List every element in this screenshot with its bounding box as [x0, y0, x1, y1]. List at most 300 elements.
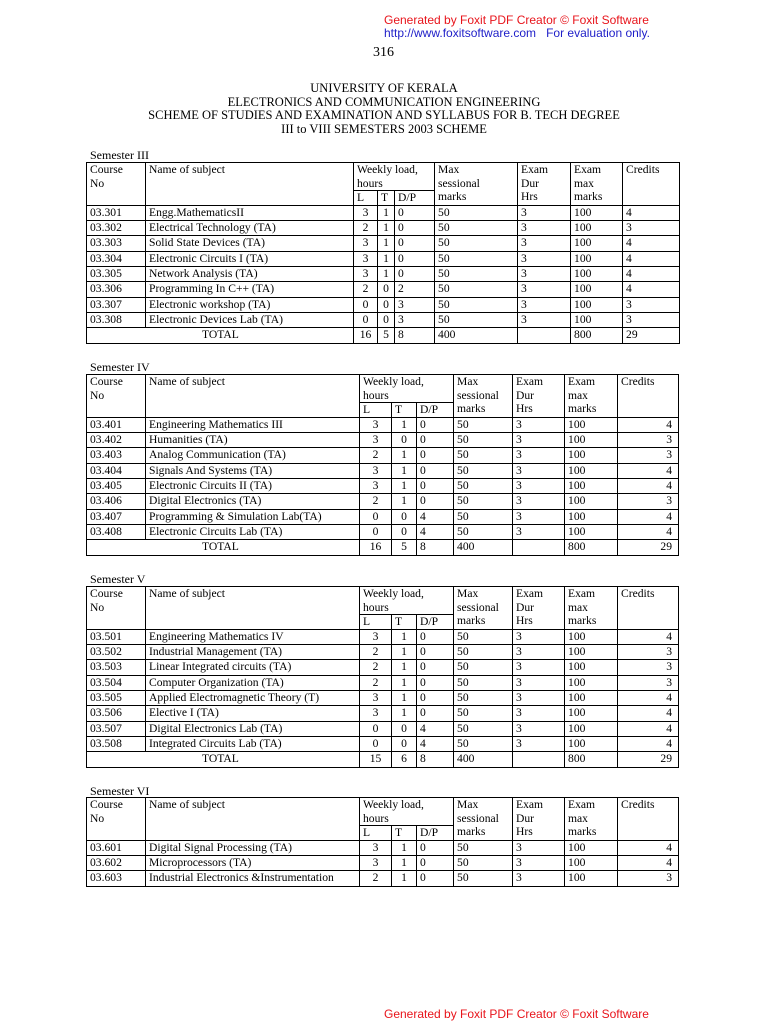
total-label-cell: TOTAL — [87, 752, 360, 767]
credits-cell: 4 — [623, 282, 680, 297]
total-row — [87, 328, 680, 343]
tutorial-hours-cell: 1 — [392, 645, 417, 660]
credits-cell: 3 — [623, 312, 680, 327]
tutorial-hours-cell: 1 — [378, 267, 395, 282]
header-exam-duration — [513, 587, 565, 630]
header-line: max — [568, 388, 588, 402]
max-sessional-cell: 50 — [435, 205, 518, 220]
subject-name-cell: Solid State Devices (TA) — [146, 236, 354, 251]
lecture-hours-cell: 3 — [360, 840, 392, 855]
exam-max-marks-cell: 100 — [565, 691, 618, 706]
header-line: No — [90, 600, 105, 614]
exam-max-marks-cell: 100 — [565, 840, 618, 855]
foxit-watermark-line: Generated by Foxit PDF Creator © Foxit Software — [384, 13, 649, 27]
exam-duration-cell: 3 — [513, 509, 565, 524]
header-line: max — [568, 600, 588, 614]
credits-cell: 4 — [623, 267, 680, 282]
max-sessional-cell: 50 — [454, 494, 513, 509]
max-sessional-cell: 50 — [454, 675, 513, 690]
lecture-hours-cell: 2 — [360, 494, 392, 509]
subject-name-cell: Electrical Technology (TA) — [146, 221, 354, 236]
table-row — [87, 629, 679, 644]
table-row — [87, 645, 679, 660]
table-row — [87, 251, 680, 266]
course-no-cell: 03.503 — [87, 660, 146, 675]
exam-max-marks-cell: 100 — [571, 312, 623, 327]
dp-hours-cell: 0 — [417, 660, 454, 675]
semester-label: Semester III — [90, 148, 149, 162]
foxit-watermark-top — [384, 14, 674, 40]
max-sessional-cell: 50 — [454, 856, 513, 871]
course-no-cell: 03.408 — [87, 524, 146, 539]
lecture-hours-cell: 3 — [354, 267, 378, 282]
exam-max-marks-cell: 100 — [565, 448, 618, 463]
dp-hours-cell: 0 — [395, 267, 435, 282]
table-row — [87, 479, 679, 494]
dp-hours-cell: 0 — [417, 645, 454, 660]
credits-cell: 3 — [618, 433, 679, 448]
total-max-sessional-cell: 400 — [435, 328, 518, 343]
max-sessional-cell: 50 — [435, 297, 518, 312]
exam-max-marks-cell: 100 — [565, 736, 618, 751]
tutorial-hours-cell: 1 — [392, 448, 417, 463]
credits-cell: 3 — [618, 645, 679, 660]
total-credits-cell: 29 — [618, 752, 679, 767]
subject-name-cell: Computer Organization (TA) — [146, 675, 360, 690]
header-tutorial: T — [392, 826, 417, 841]
foxit-watermark-url-line — [384, 27, 674, 40]
exam-max-marks-cell: 100 — [565, 871, 618, 886]
tutorial-hours-cell: 0 — [392, 736, 417, 751]
exam-duration-cell: 3 — [513, 871, 565, 886]
max-sessional-cell: 50 — [454, 660, 513, 675]
max-sessional-cell: 50 — [454, 417, 513, 432]
header-line: max — [574, 176, 594, 190]
header-line: max — [568, 811, 588, 825]
lecture-hours-cell: 0 — [360, 736, 392, 751]
header-scheme-title: SCHEME OF STUDIES AND EXAMINATION AND SYLLABUS FOR B. TECH DEGREE — [148, 108, 620, 123]
dp-hours-cell: 0 — [395, 236, 435, 251]
credits-cell: 4 — [618, 479, 679, 494]
tutorial-hours-cell: 0 — [378, 282, 395, 297]
max-sessional-cell: 50 — [435, 267, 518, 282]
header-line: Weekly load, — [363, 798, 424, 811]
table-row — [87, 312, 680, 327]
lecture-hours-cell: 3 — [354, 251, 378, 266]
header-line: sessional — [438, 176, 480, 190]
table-header-row — [87, 798, 679, 826]
exam-duration-cell: 3 — [513, 736, 565, 751]
subject-name-cell: Elective I (TA) — [146, 706, 360, 721]
course-no-cell: 03.301 — [87, 205, 146, 220]
header-line: marks — [438, 190, 467, 203]
table-row — [87, 297, 680, 312]
exam-max-marks-cell: 100 — [571, 221, 623, 236]
header-dp: D/P — [395, 191, 435, 206]
header-line: Exam — [516, 375, 544, 388]
exam-max-marks-cell: 100 — [565, 629, 618, 644]
header-exam-max-marks — [565, 798, 618, 841]
header-course-no — [87, 163, 146, 206]
header-line: Exam — [568, 587, 596, 600]
subject-name-cell: Linear Integrated circuits (TA) — [146, 660, 360, 675]
credits-cell: 4 — [618, 417, 679, 432]
header-line: Exam — [516, 587, 544, 600]
dp-hours-cell: 0 — [417, 856, 454, 871]
total-lecture-hours-cell: 16 — [354, 328, 378, 343]
header-max-sessional — [454, 798, 513, 841]
tutorial-hours-cell: 0 — [378, 312, 395, 327]
subject-name-cell: Digital Electronics Lab (TA) — [146, 721, 360, 736]
header-weekly-load — [360, 587, 454, 615]
table-row — [87, 706, 679, 721]
header-weekly-load — [360, 798, 454, 826]
exam-duration-cell: 3 — [513, 840, 565, 855]
exam-duration-cell: 3 — [518, 251, 571, 266]
max-sessional-cell: 50 — [454, 691, 513, 706]
max-sessional-cell: 50 — [454, 463, 513, 478]
header-line: Dur — [516, 600, 535, 614]
exam-max-marks-cell: 100 — [565, 660, 618, 675]
header-semesters: III to VIII SEMESTERS 2003 SCHEME — [281, 121, 487, 136]
subject-name-cell: Engineering Mathematics III — [146, 417, 360, 432]
total-lecture-hours-cell: 15 — [360, 752, 392, 767]
exam-max-marks-cell: 100 — [571, 205, 623, 220]
table-row — [87, 494, 679, 509]
max-sessional-cell: 50 — [435, 221, 518, 236]
tutorial-hours-cell: 1 — [378, 205, 395, 220]
header-line: marks — [568, 614, 597, 627]
tutorial-hours-cell: 0 — [392, 509, 417, 524]
exam-max-marks-cell: 100 — [565, 479, 618, 494]
max-sessional-cell: 50 — [454, 479, 513, 494]
dp-hours-cell: 4 — [417, 509, 454, 524]
lecture-hours-cell: 2 — [360, 675, 392, 690]
header-credits: Credits — [623, 163, 680, 206]
header-line: Exam — [516, 798, 544, 811]
semester-table — [86, 586, 679, 768]
dp-hours-cell: 0 — [417, 629, 454, 644]
lecture-hours-cell: 3 — [354, 236, 378, 251]
table-header-row — [87, 587, 679, 615]
lecture-hours-cell: 2 — [360, 645, 392, 660]
table-row — [87, 282, 680, 297]
subject-name-cell: Electronic Circuits II (TA) — [146, 479, 360, 494]
credits-cell: 3 — [623, 221, 680, 236]
exam-duration-cell: 3 — [513, 691, 565, 706]
header-line: Hrs — [516, 402, 533, 415]
max-sessional-cell: 50 — [454, 645, 513, 660]
exam-duration-cell: 3 — [513, 645, 565, 660]
credits-cell: 4 — [618, 721, 679, 736]
course-no-cell: 03.302 — [87, 221, 146, 236]
exam-max-marks-cell: 100 — [565, 494, 618, 509]
max-sessional-cell: 50 — [454, 509, 513, 524]
semester-label: Semester IV — [90, 360, 150, 374]
exam-max-marks-cell: 100 — [565, 433, 618, 448]
lecture-hours-cell: 0 — [354, 297, 378, 312]
exam-max-marks-cell: 100 — [565, 645, 618, 660]
tutorial-hours-cell: 0 — [392, 524, 417, 539]
dp-hours-cell: 4 — [417, 736, 454, 751]
header-max-sessional — [435, 163, 518, 206]
header-tutorial: T — [392, 615, 417, 630]
header-line: Max — [457, 375, 479, 388]
header-tutorial: T — [378, 191, 395, 206]
exam-duration-cell: 3 — [513, 524, 565, 539]
header-dp: D/P — [417, 826, 454, 841]
header-line: Dur — [521, 176, 540, 190]
subject-name-cell: Industrial Electronics &Instrumentation — [146, 871, 360, 886]
course-no-cell: 03.504 — [87, 675, 146, 690]
header-line: Course — [90, 163, 123, 176]
dp-hours-cell: 0 — [417, 706, 454, 721]
max-sessional-cell: 50 — [454, 524, 513, 539]
total-label-cell: TOTAL — [87, 540, 360, 555]
tutorial-hours-cell: 1 — [392, 675, 417, 690]
max-sessional-cell: 50 — [454, 736, 513, 751]
header-weekly-load — [354, 163, 435, 191]
header-line: Max — [438, 163, 460, 176]
header-line: sessional — [457, 388, 499, 402]
course-no-cell: 03.505 — [87, 691, 146, 706]
tutorial-hours-cell: 1 — [378, 236, 395, 251]
header-line: marks — [457, 825, 486, 838]
table-header-row — [87, 375, 679, 403]
max-sessional-cell: 50 — [454, 629, 513, 644]
subject-name-cell: Electronic workshop (TA) — [146, 297, 354, 312]
max-sessional-cell: 50 — [435, 251, 518, 266]
total-row — [87, 540, 679, 555]
exam-max-marks-cell: 100 — [571, 251, 623, 266]
foxit-url-link[interactable]: http://www.foxitsoftware.com — [384, 26, 537, 40]
subject-name-cell: Electronic Circuits Lab (TA) — [146, 524, 360, 539]
tutorial-hours-cell: 0 — [378, 297, 395, 312]
exam-max-marks-cell: 100 — [565, 721, 618, 736]
exam-max-marks-cell: 100 — [565, 675, 618, 690]
exam-max-marks-cell: 100 — [571, 282, 623, 297]
foxit-watermark-line: Generated by Foxit PDF Creator © Foxit Software — [384, 1007, 649, 1021]
header-exam-duration — [513, 798, 565, 841]
subject-name-cell: Engg.MathematicsII — [146, 205, 354, 220]
header-line: Hrs — [521, 190, 538, 203]
exam-max-marks-cell: 100 — [565, 509, 618, 524]
exam-duration-cell: 3 — [513, 706, 565, 721]
header-line: marks — [457, 402, 486, 415]
dp-hours-cell: 4 — [417, 721, 454, 736]
course-no-cell: 03.601 — [87, 840, 146, 855]
header-tutorial: T — [392, 403, 417, 418]
dp-hours-cell: 2 — [395, 282, 435, 297]
tutorial-hours-cell: 1 — [392, 706, 417, 721]
exam-duration-cell: 3 — [513, 721, 565, 736]
header-line: hours — [363, 388, 389, 402]
subject-name-cell: Programming & Simulation Lab(TA) — [146, 509, 360, 524]
dp-hours-cell: 0 — [417, 840, 454, 855]
table-row — [87, 433, 679, 448]
subject-name-cell: Applied Electromagnetic Theory (T) — [146, 691, 360, 706]
table-row — [87, 463, 679, 478]
tutorial-hours-cell: 1 — [392, 840, 417, 855]
exam-max-marks-cell: 100 — [565, 706, 618, 721]
course-no-cell: 03.308 — [87, 312, 146, 327]
subject-name-cell: Digital Electronics (TA) — [146, 494, 360, 509]
header-credits: Credits — [618, 375, 679, 418]
header-lecture: L — [360, 826, 392, 841]
table-row — [87, 509, 679, 524]
credits-cell: 3 — [618, 494, 679, 509]
table-row — [87, 871, 679, 886]
table-row — [87, 236, 680, 251]
header-max-sessional — [454, 375, 513, 418]
course-no-cell: 03.402 — [87, 433, 146, 448]
header-line: marks — [568, 402, 597, 415]
header-line: Dur — [516, 811, 535, 825]
subject-name-cell: Industrial Management (TA) — [146, 645, 360, 660]
header-line: Max — [457, 587, 479, 600]
credits-cell: 3 — [618, 675, 679, 690]
table-row — [87, 691, 679, 706]
credits-cell: 4 — [618, 706, 679, 721]
header-course-no — [87, 375, 146, 418]
header-line: hours — [357, 176, 383, 190]
lecture-hours-cell: 0 — [360, 509, 392, 524]
header-lecture: L — [354, 191, 378, 206]
header-subject-name: Name of subject — [146, 375, 360, 418]
tutorial-hours-cell: 1 — [392, 417, 417, 432]
lecture-hours-cell: 2 — [360, 448, 392, 463]
dp-hours-cell: 0 — [417, 494, 454, 509]
total-dp-hours-cell: 8 — [395, 328, 435, 343]
header-lecture: L — [360, 615, 392, 630]
course-no-cell: 03.401 — [87, 417, 146, 432]
tutorial-hours-cell: 0 — [392, 433, 417, 448]
header-line: Max — [457, 798, 479, 811]
exam-duration-cell: 3 — [518, 282, 571, 297]
header-line: Weekly load, — [363, 375, 424, 388]
tutorial-hours-cell: 1 — [392, 479, 417, 494]
table-row — [87, 221, 680, 236]
total-max-sessional-cell: 400 — [454, 752, 513, 767]
header-line: Course — [90, 798, 123, 811]
lecture-hours-cell: 3 — [360, 629, 392, 644]
course-no-cell: 03.508 — [87, 736, 146, 751]
dp-hours-cell: 0 — [417, 463, 454, 478]
exam-max-marks-cell: 100 — [571, 267, 623, 282]
tutorial-hours-cell: 1 — [392, 660, 417, 675]
total-lecture-hours-cell: 16 — [360, 540, 392, 555]
total-dp-hours-cell: 8 — [417, 540, 454, 555]
header-line: sessional — [457, 811, 499, 825]
header-subject-name: Name of subject — [146, 587, 360, 630]
exam-duration-cell: 3 — [513, 494, 565, 509]
header-lecture: L — [360, 403, 392, 418]
table-row — [87, 267, 680, 282]
exam-duration-cell: 3 — [513, 433, 565, 448]
total-credits-cell: 29 — [623, 328, 680, 343]
tutorial-hours-cell: 1 — [378, 221, 395, 236]
exam-duration-cell: 3 — [518, 221, 571, 236]
tutorial-hours-cell: 1 — [392, 494, 417, 509]
semester-label: Semester V — [90, 572, 146, 586]
course-no-cell: 03.406 — [87, 494, 146, 509]
header-credits: Credits — [618, 798, 679, 841]
header-exam-duration — [518, 163, 571, 206]
subject-name-cell: Integrated Circuits Lab (TA) — [146, 736, 360, 751]
header-line: Exam — [574, 163, 602, 176]
subject-name-cell: Humanities (TA) — [146, 433, 360, 448]
total-dp-hours-cell: 8 — [417, 752, 454, 767]
course-no-cell: 03.404 — [87, 463, 146, 478]
subject-name-cell: Electronic Circuits I (TA) — [146, 251, 354, 266]
exam-max-marks-cell: 100 — [571, 236, 623, 251]
credits-cell: 4 — [618, 629, 679, 644]
header-line: marks — [574, 190, 603, 203]
subject-name-cell: Programming In C++ (TA) — [146, 282, 354, 297]
course-no-cell: 03.501 — [87, 629, 146, 644]
header-line: Hrs — [516, 614, 533, 627]
course-no-cell: 03.303 — [87, 236, 146, 251]
table-row — [87, 856, 679, 871]
header-line: No — [90, 176, 105, 190]
course-no-cell: 03.506 — [87, 706, 146, 721]
dp-hours-cell: 0 — [417, 417, 454, 432]
exam-duration-cell: 3 — [513, 448, 565, 463]
exam-max-marks-cell: 100 — [565, 856, 618, 871]
header-exam-max-marks — [565, 587, 618, 630]
page-number: 316 — [373, 45, 394, 60]
max-sessional-cell: 50 — [454, 433, 513, 448]
lecture-hours-cell: 0 — [360, 524, 392, 539]
table-header-row — [87, 163, 680, 191]
total-exam-max-marks-cell: 800 — [565, 752, 618, 767]
header-dp: D/P — [417, 403, 454, 418]
credits-cell: 4 — [618, 509, 679, 524]
course-no-cell: 03.307 — [87, 297, 146, 312]
header-line: No — [90, 388, 105, 402]
credits-cell: 4 — [618, 856, 679, 871]
subject-name-cell: Engineering Mathematics IV — [146, 629, 360, 644]
header-line: Course — [90, 587, 123, 600]
total-tutorial-hours-cell: 5 — [392, 540, 417, 555]
header-exam-max-marks — [571, 163, 623, 206]
dp-hours-cell: 0 — [417, 675, 454, 690]
max-sessional-cell: 50 — [454, 840, 513, 855]
table-row — [87, 205, 680, 220]
exam-duration-cell: 3 — [513, 479, 565, 494]
max-sessional-cell: 50 — [435, 236, 518, 251]
header-subject-name: Name of subject — [146, 798, 360, 841]
header-line: marks — [568, 825, 597, 838]
exam-max-marks-cell: 100 — [571, 297, 623, 312]
exam-duration-cell: 3 — [518, 236, 571, 251]
tutorial-hours-cell: 1 — [392, 629, 417, 644]
header-line: Weekly load, — [363, 587, 424, 600]
header-department: ELECTRONICS AND COMMUNICATION ENGINEERING — [227, 94, 541, 109]
lecture-hours-cell: 3 — [360, 417, 392, 432]
exam-duration-cell: 3 — [513, 629, 565, 644]
credits-cell: 4 — [618, 736, 679, 751]
header-max-sessional — [454, 587, 513, 630]
course-no-cell: 03.403 — [87, 448, 146, 463]
exam-duration-cell: 3 — [518, 205, 571, 220]
max-sessional-cell: 50 — [454, 721, 513, 736]
exam-duration-cell: 3 — [513, 675, 565, 690]
credits-cell: 4 — [623, 205, 680, 220]
tutorial-hours-cell: 0 — [392, 721, 417, 736]
subject-name-cell: Digital Signal Processing (TA) — [146, 840, 360, 855]
header-line: hours — [363, 600, 389, 614]
